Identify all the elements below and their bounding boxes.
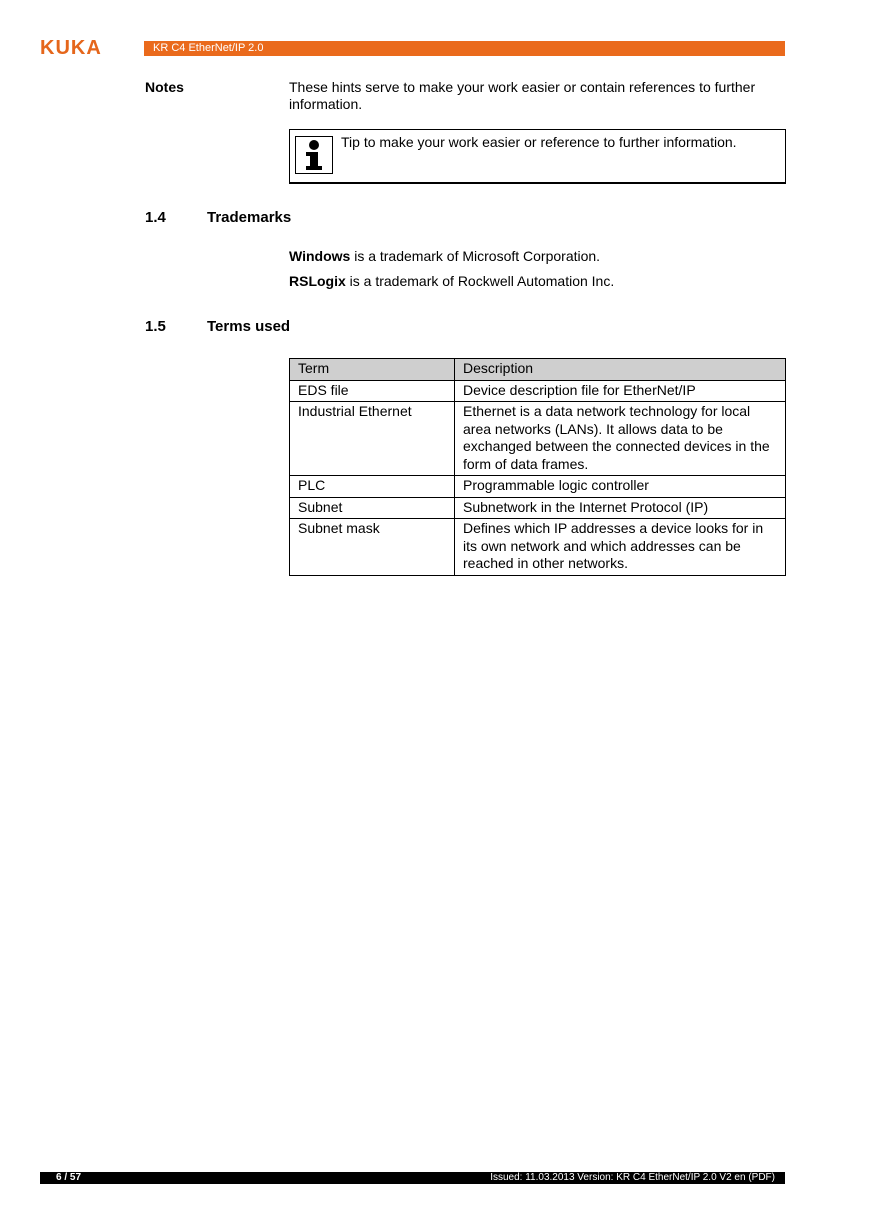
table-row: [290, 380, 786, 402]
description-cell: Defines which IP addresses a device looks for in its own network and which addresses can be reached in other networks.: [455, 519, 786, 576]
terms-table: [289, 358, 786, 576]
term-cell: PLC: [290, 476, 455, 498]
page-number: 6 / 57: [56, 1172, 82, 1183]
term-cell: Subnet mask: [290, 519, 455, 576]
section-number-terms: 1.5: [145, 318, 166, 335]
kuka-logo: KUKA: [40, 37, 102, 59]
table-row: [290, 497, 786, 519]
trademark-name: Windows: [289, 248, 351, 264]
description-cell: Subnetwork in the Internet Protocol (IP): [455, 497, 786, 519]
column-header-description: Description: [455, 359, 786, 381]
tip-box: [289, 129, 786, 184]
term-cell: Industrial Ethernet: [290, 402, 455, 476]
column-header-term: Term: [290, 359, 455, 381]
term-cell: EDS file: [290, 380, 455, 402]
term-cell: Subnet: [290, 497, 455, 519]
header-title: KR C4 EtherNet/IP 2.0: [153, 42, 264, 54]
footer-page-number: [40, 1172, 120, 1184]
trademark-name: RSLogix: [289, 273, 346, 289]
description-cell: Device description file for EtherNet/IP: [455, 380, 786, 402]
trademark-text: is a trademark of Microsoft Corporation.: [350, 248, 601, 264]
table-row: [290, 476, 786, 498]
table-row: [290, 402, 786, 476]
trademark-rslogix: [289, 273, 614, 290]
description-cell: Ethernet is a data network technology for local area networks (LANs). It allows data to be exchanged between the connected devices in the form of data frames.: [455, 402, 786, 476]
footer-issued-text: Issued: 11.03.2013 Version: KR C4 EtherNet/IP 2.0 V2 en (PDF): [490, 1172, 775, 1183]
footer-bar: [120, 1172, 785, 1184]
table-row: [290, 519, 786, 576]
notes-label: Notes: [145, 79, 184, 95]
header-bar: [144, 41, 785, 56]
trademark-text: is a trademark of Rockwell Automation Inc.: [345, 273, 615, 289]
info-icon: [295, 136, 333, 174]
notes-text: These hints serve to make your work easier or contain references to further information.: [289, 79, 756, 112]
section-title-terms: Terms used: [207, 318, 291, 335]
tip-text: Tip to make your work easier or reference to further information.: [341, 134, 737, 150]
table-header-row: [290, 359, 786, 381]
section-title-trademarks: Trademarks: [207, 209, 292, 226]
trademark-windows: [289, 248, 600, 265]
section-number-trademarks: 1.4: [145, 209, 166, 226]
description-cell: Programmable logic controller: [455, 476, 786, 498]
